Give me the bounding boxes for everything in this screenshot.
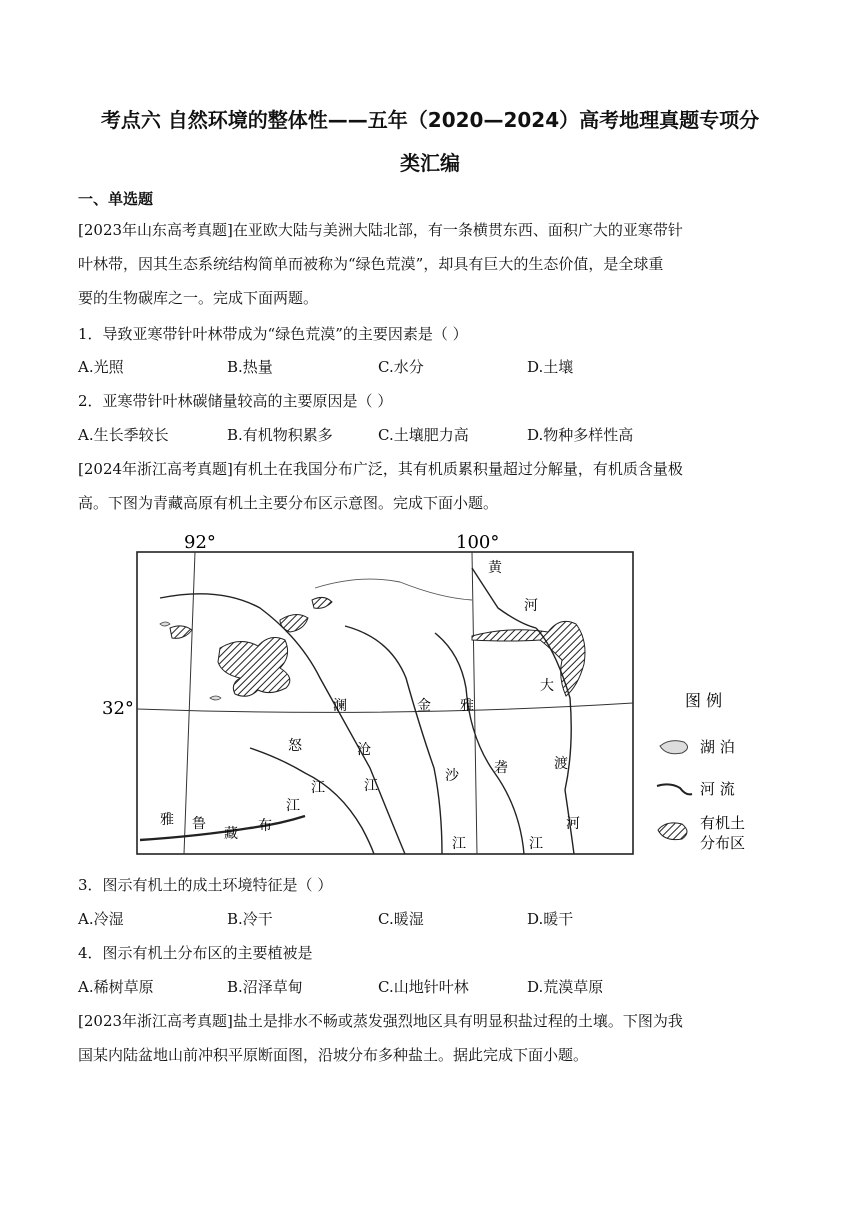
q3-option-c: C.暖湿: [378, 910, 424, 928]
legend-lake-icon: [660, 741, 688, 754]
label-yarlung-2: 鲁: [192, 816, 206, 832]
label-dadu-3: 河: [566, 816, 580, 832]
label-jinsha-1: 金: [417, 698, 431, 714]
intro3-line-1: [2023年浙江高考真题]盐土是排水不畅或蒸发强烈地区具有明显积盐过程的土壤。下图为我: [78, 1012, 683, 1030]
label-jinsha-2: 沙: [445, 768, 459, 784]
q3-stem: 3．图示有机土的成土环境特征是（ ）: [78, 876, 333, 894]
page-title-line-2: 类汇编: [400, 151, 460, 175]
q3-option-d: D.暖干: [527, 910, 574, 928]
legend-river-label: 河 流: [700, 780, 735, 798]
intro2-line-1: [2024年浙江高考真题]有机土在我国分布广泛，其有机质累积量超过分解量，有机质含量极: [78, 460, 683, 478]
intro1-line-3: 要的生物碳库之一。完成下面两题。: [78, 289, 319, 307]
q2-option-b: B.有机物积累多: [227, 426, 333, 444]
lat-label-32: 32°: [102, 698, 134, 719]
q3-option-b: B.冷干: [227, 910, 273, 928]
label-huanghe-2: 河: [524, 598, 538, 614]
legend-lake-label: 湖 泊: [700, 738, 735, 756]
label-yalong-2: 砻: [494, 760, 508, 776]
label-yalong-1: 雅: [460, 698, 474, 714]
q4-option-c: C.山地针叶林: [378, 978, 469, 996]
intro3-line-2: 国某内陆盆地山前冲积平原断面图，沿坡分布多种盐土。据此完成下面小题。: [78, 1046, 589, 1064]
q3-option-a: A.冷湿: [78, 910, 124, 928]
legend-soil-label-1: 有机土: [700, 814, 746, 832]
q1-option-c: C.水分: [378, 358, 424, 376]
q2-option-c: C.土壤肥力高: [378, 426, 469, 444]
lon-label-92: 92°: [184, 532, 216, 553]
lon-label-100: 100°: [456, 532, 500, 553]
map-frame: [137, 552, 633, 854]
label-nu-2: 江: [311, 780, 325, 796]
q1-option-a: A.光照: [78, 358, 124, 376]
q4-option-d: D.荒漠草原: [527, 978, 604, 996]
organic-soil-map: [100, 528, 760, 858]
label-dadu-2: 渡: [554, 756, 568, 772]
legend-soil-label-2: 分布区: [700, 834, 746, 852]
legend-title: 图 例: [685, 691, 723, 710]
q2-stem: 2．亚寒带针叶林碳储量较高的主要原因是（ ）: [78, 392, 393, 410]
label-yalong-3: 江: [529, 836, 543, 852]
legend-river-icon: [657, 784, 692, 794]
intro1-line-1: [2023年山东高考真题]在亚欧大陆与美洲大陆北部，有一条横贯东西、面积广大的亚寒带针: [78, 221, 683, 239]
q4-option-b: B.沼泽草甸: [227, 978, 303, 996]
label-nu-1: 怒: [288, 738, 302, 754]
section-heading: 一、单选题: [78, 190, 154, 208]
page-title-line-1: 考点六 自然环境的整体性——五年（2020—2024）高考地理真题专项分: [100, 108, 760, 132]
label-lancang-3: 江: [364, 778, 378, 794]
q2-option-a: A.生长季较长: [78, 426, 169, 444]
q1-stem: 1．导致亚寒带针叶林带成为“绿色荒漠”的主要因素是（ ）: [78, 325, 468, 343]
label-jinsha-3: 江: [452, 836, 466, 852]
intro2-line-2: 高。下图为青藏高原有机土主要分布区示意图。完成下面小题。: [78, 494, 499, 512]
label-yarlung-4: 布: [258, 818, 272, 834]
label-huanghe-1: 黄: [488, 560, 502, 576]
legend-soil-icon: [658, 823, 687, 840]
label-lancang-2: 沧: [357, 742, 371, 758]
intro1-line-2: 叶林带，因其生态系统结构简单而被称为“绿色荒漠”，却具有巨大的生态价值，是全球重: [78, 255, 664, 273]
q1-option-d: D.土壤: [527, 358, 574, 376]
lake-2: [210, 696, 221, 700]
q4-stem: 4．图示有机土分布区的主要植被是: [78, 944, 313, 962]
q1-option-b: B.热量: [227, 358, 273, 376]
label-yarlung-1: 雅: [160, 812, 174, 828]
q4-option-a: A.稀树草原: [78, 978, 154, 996]
q2-option-d: D.物种多样性高: [527, 426, 634, 444]
label-yarlung-5: 江: [286, 798, 300, 814]
label-lancang-1: 澜: [333, 698, 347, 714]
label-yarlung-3: 藏: [224, 826, 238, 842]
label-dadu-1: 大: [540, 678, 554, 694]
